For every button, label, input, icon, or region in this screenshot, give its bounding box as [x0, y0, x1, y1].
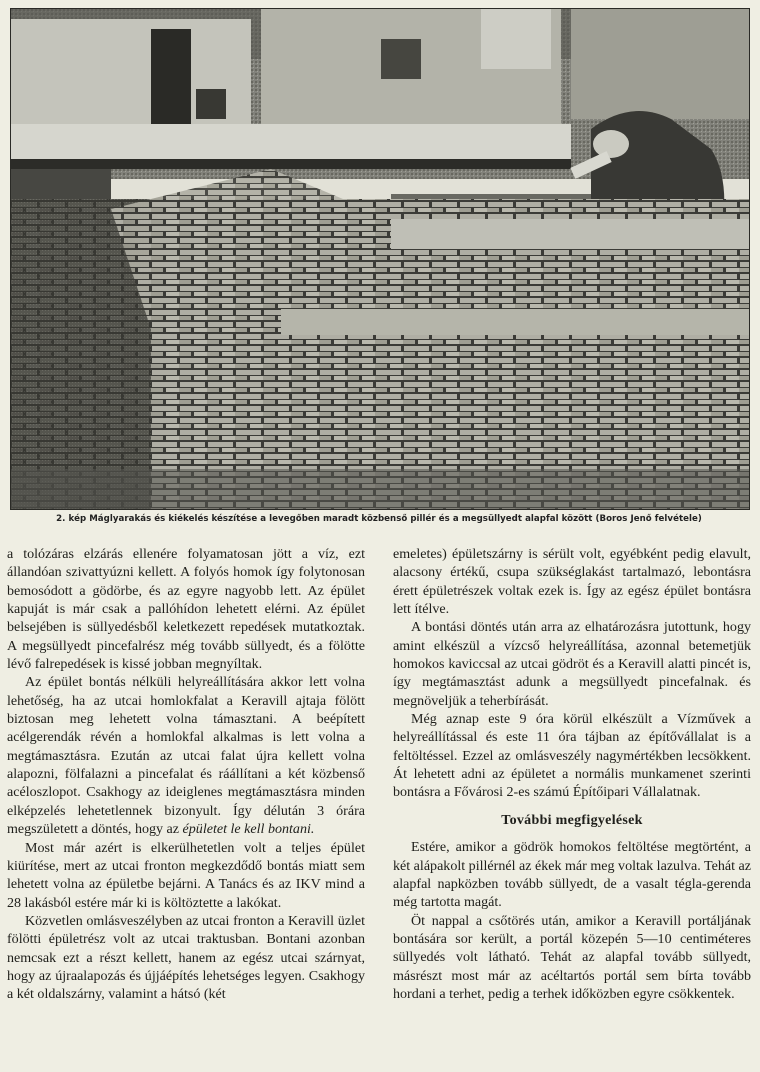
paragraph: Most már azért is elkerülhetetlen volt a teljes épület kiürítése, mert az utcai fronton megkezdődő bontás miatt sem lehetett volna az épületbe bejárni. A Tanács és az IKV mind a 28 lakásból estére már ki is költöztette a lakókat.: [7, 839, 365, 911]
paragraph: emeletes) épületszárny is sérült volt, egyébként pedig elavult, alacsony értékű, csupa szükséglakást tartalmazó, lebontásra érett épületrészek voltak ezek is. Így az egész épület bontásra lett ítélve.: [393, 546, 751, 618]
paragraph: A bontási döntés után arra az elhatározásra jutottunk, hogy amint elkészül a vízcső helyreállítása, azonnal betemetjük homokos kaviccsal az utcai gödröt és a Keravill alatti pincét is, így megtámasztást adunk a megsüllyedt pincefalnak. és megnöveljük a teherbírását.: [393, 619, 751, 709]
figure-caption: 2. kép Máglyarakás és kiékelés készítése a levegőben maradt közbenső pillér és a megsüllyedt alapfal között (Boros Jenő felvétele): [56, 514, 702, 524]
right-column: [393, 545, 751, 1003]
paragraph: Öt nappal a csőtörés után, amikor a Keravill portáljának bontására sor került, a portál közepén 5—10 centiméteres süllyedés volt látható. Tehát az alapfal tovább süllyedt, másrészt most már az acéltartós portál sem bírta tovább hordani a terhet, pedig a terhek időközben egyre csökkentek.: [393, 912, 751, 1002]
paragraph-text: Az épület bontás nélküli helyreállítására akkor lett volna lehetőség, ha az utcai homlokfalat a Keravill ajtaja fölött biztosan meg lehetett volna támasztani. A beépített acélgerendák révén a homlokfal alkalmas is lett volna a megtámasztásra. Ezután az utcai falat újra kellett volna alapozni, fölfalazni a pincefalat és ráállítani a két közbenső acéloszlopot. Csakhogy az ideiglenes megtámasztásra minden elképzelés lehetetlennek bizonyult. Így délután 3 órára megszületett a döntés, hogy az: [7, 674, 365, 838]
left-column: [7, 545, 365, 1004]
photo-image: [11, 9, 749, 509]
paragraph: Közvetlen omlásveszélyben az utcai fronton a Keravill üzlet fölötti épületrész volt az utcai traktusban. Bontani azonban nemcsak ezt a részt kellett, hanem az egész utcai szárnyat, hogy az újraalapozás és újjáépítés lehetséges legyen. Csakhogy a két oldalszárny, valamint a hátsó (két: [7, 912, 365, 1003]
section-heading: További megfigyelések: [501, 812, 643, 828]
paragraph: a tolózáras elzárás ellenére folyamatosan jött a víz, ezt állandóan szivattyúzni kellett. A folyós homok így folytonosan bemosódott a gödörbe, és az egyre nagyobb lett. Az épület kapuját is már csak a pallóhídon lehetett elérni. Az épület belsejében is süllyedésből keletkezett repedések mutatkoztak. A megsüllyedt pincefalrész még tovább süllyedt, és a fölötte lévő falrepedések is kissé jobban megnyíltak.: [7, 546, 365, 673]
paragraph: Estére, amikor a gödrök homokos feltöltése megtörtént, a két alápakolt pillérnél az ékek már meg voltak lazulva. Tehát az alapfal napközben tovább süllyedt, de a vasalt tégla-gerenda még tartotta magát.: [393, 839, 751, 911]
figure-photo: [10, 8, 750, 510]
italic-emphasis: épületet le kell bontani.: [182, 821, 315, 838]
paragraph: [7, 673, 365, 838]
paragraph: Még aznap este 9 óra körül elkészült a Vízművek a helyreállítással és este 11 óra tájban az építővállalat is a feltöltéssel. Ezzel az omlásveszély nagymértékben lecsökkent. Át lehetett adni az épületet a normális munkamenet szerinti bontásra a Fővárosi 2-es számú Építőipari Vállalatnak.: [393, 711, 751, 801]
